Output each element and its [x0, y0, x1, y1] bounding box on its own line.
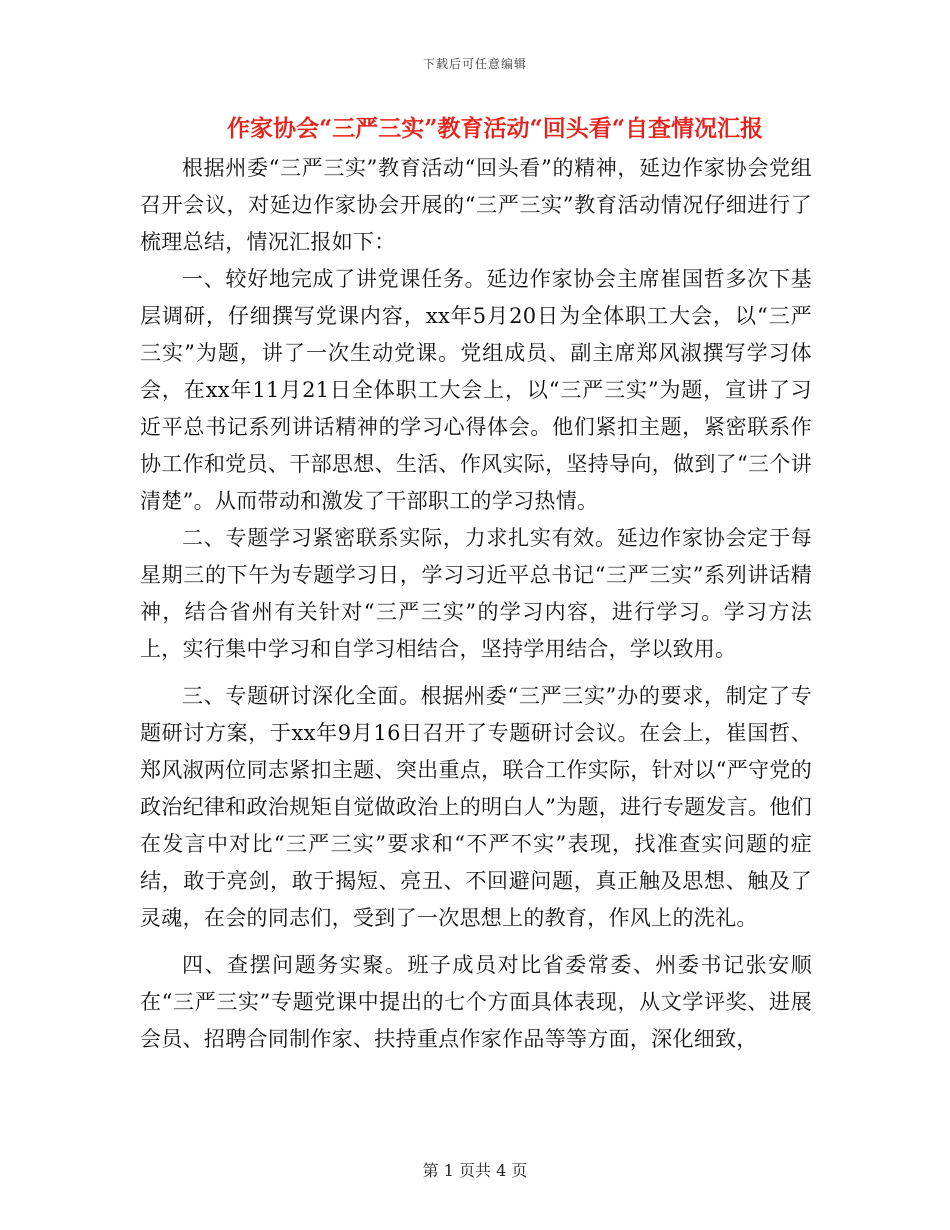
paragraph-intro: 根据州委“三严三实”教育活动“回头看”的精神，延边作家协会党组召开会议，对延边作家协会开展的“三严三实”教育活动情况仔细进行了梳理总结，情况汇报如下：: [140, 156, 812, 254]
document-title: 作家协会“三严三实”教育活动“回头看“自查情况汇报: [227, 115, 763, 142]
document-body: [140, 150, 812, 1058]
header-note: 下载后可任意编辑: [422, 57, 527, 71]
paragraph-section-4: 四、查摆问题务实聚。班子成员对比省委常委、州委书记张安顺在“三严三实”专题党课中提出的七个方面具体表现，从文学评奖、进展会员、招聘合同制作家、扶持重点作家作品等等方面，深化细致，: [140, 953, 812, 1051]
paragraph-section-1: 一、较好地完成了讲党课任务。延边作家协会主席崔国哲多次下基层调研，仔细撰写党课内容，xx年5月20日为全体职工大会，以“三严三实”为题，讲了一次生动党课。党组成员、副主席郑风淑撰写学习体会，在xx年11月21日全体职工大会上，以“三严三实”为题，宣讲了习近平总书记系列讲话精神的学习心得体会。他们紧扣主题，紧密联系作协工作和党员、干部思想、生活、作风实际，坚持导向，做到了“三个讲清楚”。从而带动和激发了干部职工的学习热情。: [140, 267, 812, 513]
paragraph-section-3: 三、专题研讨深化全面。根据州委“三严三实”办的要求，制定了专题研讨方案，于xx年9月16日召开了专题研讨会议。在会上，崔国哲、郑风淑两位同志紧扣主题、突出重点，联合工作实际，针对以“严守党的政治纪律和政治规矩自觉做政治上的明白人”为题，进行专题发言。他们在发言中对比“三严三实”要求和“不严不实”表现，找准查实问题的症结，敢于亮剑，敢于揭短、亮丑、不回避问题，真正触及思想、触及了灵魂，在会的同志们，受到了一次思想上的教育，作风上的洗礼。: [140, 684, 812, 930]
page-number: 第 1 页共 4 页: [422, 1161, 528, 1180]
paragraph-section-2: 二、专题学习紧密联系实际，力求扎实有效。延边作家协会定于每星期三的下午为专题学习日，学习习近平总书记“三严三实”系列讲话精神，结合省州有关针对“三严三实”的学习内容，进行学习。学习方法上，实行集中学习和自学习相结合，坚持学用结合，学以致用。: [140, 526, 812, 661]
